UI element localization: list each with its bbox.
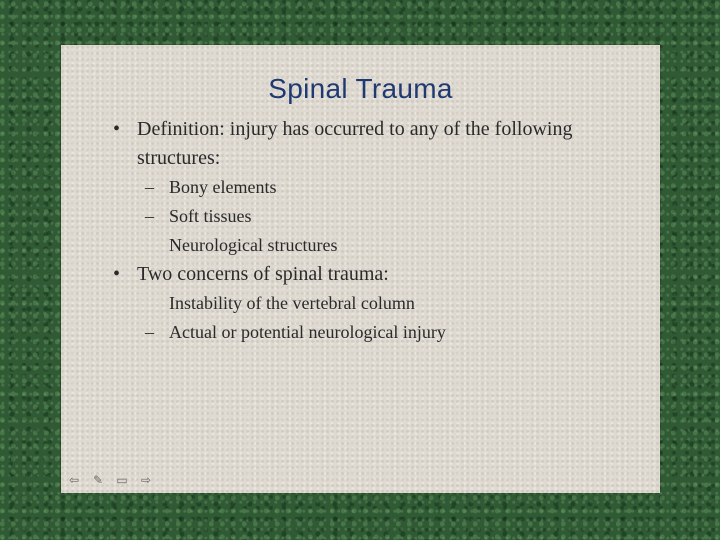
- slide-navigation: [66, 473, 154, 487]
- bullet-text: Two concerns of spinal trauma:: [137, 263, 389, 285]
- sub-item-marker: –: [145, 322, 154, 342]
- forward-arrow-icon[interactable]: ⇨: [140, 473, 152, 487]
- pen-icon[interactable]: ✎: [92, 473, 104, 487]
- menu-icon[interactable]: ▭: [116, 473, 128, 487]
- sub-item-text: Instability of the vertebral column: [169, 293, 415, 313]
- bullet-marker: •: [113, 263, 121, 285]
- sub-item-text: Soft tissues: [169, 206, 252, 226]
- sub-item-text: Actual or potential neurological injury: [169, 322, 446, 342]
- sub-item-text: Neurological structures: [169, 235, 338, 255]
- sub-item: [109, 173, 649, 202]
- slide-content: [109, 115, 649, 347]
- bullet-item: [109, 115, 649, 260]
- slide-title: Spinal Trauma: [268, 73, 453, 104]
- sub-item-marker: –: [145, 206, 154, 226]
- slide-panel: [61, 45, 660, 493]
- bullet-line: [109, 115, 649, 173]
- bullet-line: [109, 260, 649, 289]
- bullet-item: [109, 260, 649, 347]
- sub-item: [109, 318, 649, 347]
- sub-item: [109, 231, 649, 260]
- back-arrow-icon[interactable]: ⇦: [68, 473, 80, 487]
- bullet-marker: •: [113, 118, 121, 140]
- bullet-text: Definition: injury has occurred to any of the following structures:: [137, 118, 573, 169]
- sub-item-marker: –: [145, 177, 154, 197]
- sub-item: [109, 289, 649, 318]
- sub-item-text: Bony elements: [169, 177, 277, 197]
- sub-item: [109, 202, 649, 231]
